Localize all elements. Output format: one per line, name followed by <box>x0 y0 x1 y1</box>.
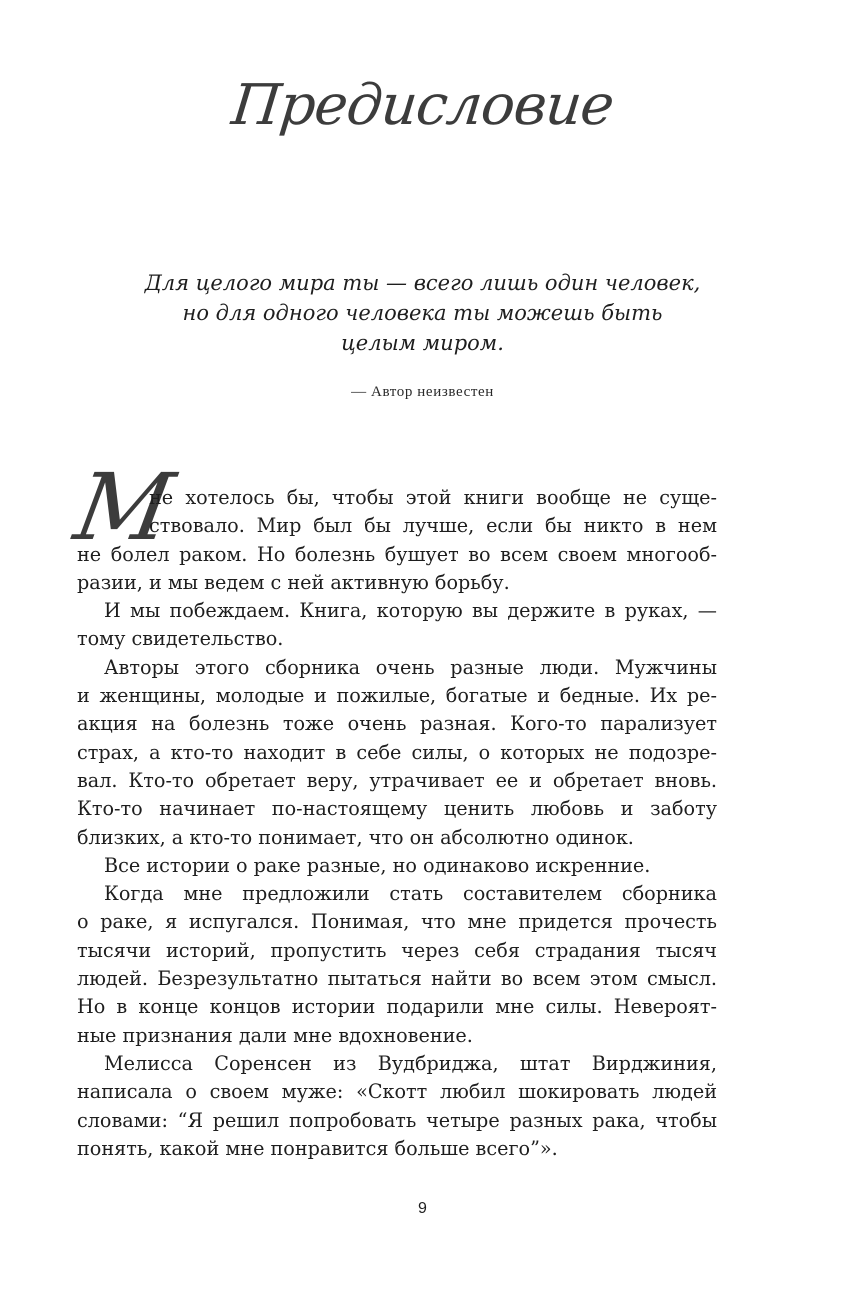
text-line: и женщины, молодые и пожилые, богатые и бедные. Их ре- <box>77 684 717 708</box>
text-line: И мы побеждаем. Книга, которую вы держите в руках, — <box>104 599 717 623</box>
text-line: написала о своем муже: «Скотт любил шокировать людей <box>77 1080 717 1104</box>
text-line: Когда мне предложили стать составителем сборника <box>104 882 717 906</box>
text-line: вал. Кто-то обретает веру, утрачивает ее и обретает вновь. <box>77 768 717 792</box>
drop-cap: М <box>67 454 181 561</box>
text-line: Кто-то начинает по-настоящему ценить любовь и заботу <box>77 797 717 821</box>
text-line: не хотелось бы, чтобы этой книги вообще не суще- <box>149 486 717 509</box>
text-line: ствовало. Мир был бы лучше, если бы никто в нем <box>149 514 717 538</box>
chapter-title: Предисловие <box>228 73 617 138</box>
text-line: Но в конце концов истории подарили мне силы. Невероят- <box>77 995 717 1019</box>
epigraph-line: целым миром. <box>341 331 504 355</box>
body-text <box>77 484 717 1163</box>
text-line: близких, а кто-то понимает, что он абсолютно одинок. <box>77 825 634 849</box>
text-line: людей. Безрезультатно пытаться найти во всем этом смысл. <box>77 967 717 991</box>
epigraph-line: но для одного человека ты можешь быть <box>182 301 663 325</box>
text-line: Все истории о раке разные, но одинаково искренние. <box>104 853 651 877</box>
page-number: 9 <box>418 1200 427 1217</box>
text-line: словами: “Я решил попробовать четыре разных рака, чтобы <box>77 1108 717 1132</box>
text-line: тому свидетельство. <box>77 627 284 651</box>
text-line: понять, какой мне понравится больше всего”». <box>77 1136 558 1160</box>
text-line: не болел раком. Но болезнь бушует во всем своем многооб- <box>77 542 717 566</box>
text-line: акция на болезнь тоже очень разная. Кого-то парализует <box>77 712 717 736</box>
text-line: Мелисса Соренсен из Вудбриджа, штат Вирджиния, <box>104 1051 717 1075</box>
text-line: о раке, я испугался. Понимая, что мне придется прочесть <box>77 910 717 934</box>
text-line: Авторы этого сборника очень разные люди. Мужчины <box>104 655 717 679</box>
epigraph <box>80 268 765 358</box>
epigraph-attribution: — Автор неизвестен <box>351 384 494 400</box>
text-line: страх, а кто-то находит в себе силы, о которых не подозре- <box>77 740 717 764</box>
text-line: тысячи историй, пропустить через себя страдания тысяч <box>77 938 717 962</box>
text-line: разии, и мы ведем с ней активную борьбу. <box>77 570 510 594</box>
text-line: ные признания дали мне вдохновение. <box>77 1023 473 1047</box>
epigraph-line: Для целого мира ты — всего лишь один человек, <box>144 271 701 295</box>
